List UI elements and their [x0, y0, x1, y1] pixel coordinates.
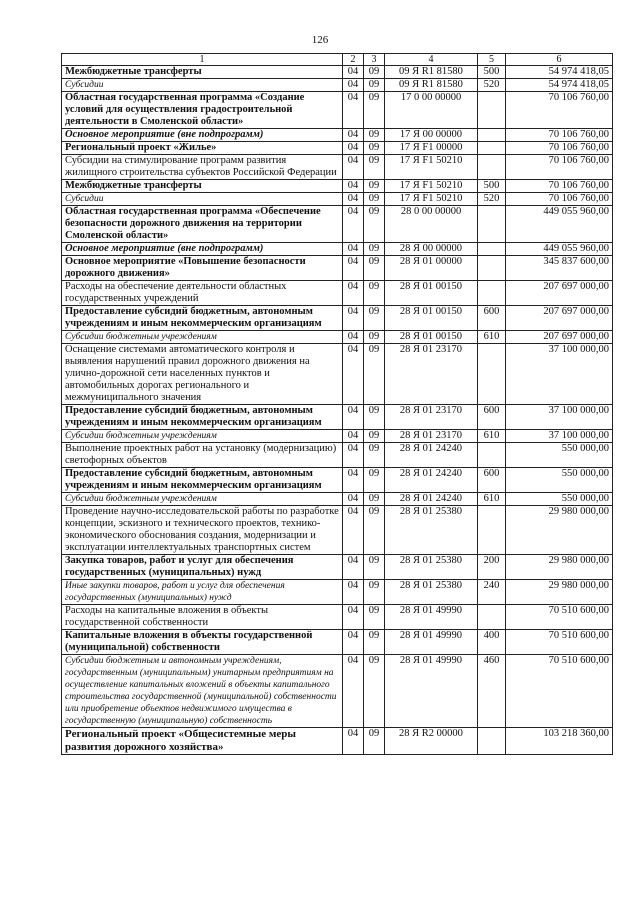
subsection-cell: 09: [364, 331, 385, 344]
row-name-cell: Субсидии: [62, 193, 343, 206]
subsection-cell: 09: [364, 306, 385, 331]
row-name-cell: Межбюджетные трансферты: [62, 180, 343, 193]
amount-cell: 449 055 960,00: [506, 206, 613, 243]
expense-type-cell: [478, 92, 506, 129]
target-article-cell: 28 Я 01 24240: [385, 493, 478, 506]
row-name-cell: Оснащение системами автоматического контроля и выявления нарушений правил дорожного движения на улично-дорожной сети населенных пунктов и автомобильных дорогах регионального и межмуниципального значения: [62, 344, 343, 405]
amount-cell: 29 980 000,00: [506, 555, 613, 580]
section-cell: 04: [343, 580, 364, 605]
target-article-cell: 28 Я 01 00150: [385, 306, 478, 331]
section-cell: 04: [343, 155, 364, 180]
amount-cell: 70 510 600,00: [506, 605, 613, 630]
section-cell: 04: [343, 281, 364, 306]
subsection-cell: 09: [364, 180, 385, 193]
expense-type-cell: 600: [478, 468, 506, 493]
expense-type-cell: 400: [478, 630, 506, 655]
row-name-cell: Субсидии бюджетным учреждениям: [62, 331, 343, 344]
amount-cell: 103 218 360,00: [506, 728, 613, 755]
table-row: [62, 580, 613, 605]
target-article-cell: 28 Я 01 25380: [385, 506, 478, 555]
subsection-cell: 09: [364, 506, 385, 555]
section-cell: 04: [343, 728, 364, 755]
section-cell: 04: [343, 506, 364, 555]
subsection-cell: 09: [364, 655, 385, 728]
column-header: 5: [478, 54, 506, 66]
row-name-cell: Субсидии бюджетным и автономным учреждениям, государственным (муниципальным) унитарным предприятиям на осуществление капитальных вложений в объекты капитального строительства государственной (муниципальной) собственности или приобретение объектов недвижимого имущества в государственную (муниципальную) собственность: [62, 655, 343, 728]
target-article-cell: 17 Я F1 50210: [385, 180, 478, 193]
row-name-cell: Субсидии бюджетным учреждениям: [62, 493, 343, 506]
section-cell: 04: [343, 142, 364, 155]
target-article-cell: 28 Я 01 49990: [385, 630, 478, 655]
budget-table: [61, 53, 613, 755]
section-cell: 04: [343, 655, 364, 728]
row-name-cell: Субсидии бюджетным учреждениям: [62, 430, 343, 443]
page-number: 126: [311, 34, 329, 46]
subsection-cell: 09: [364, 206, 385, 243]
table-row: [62, 605, 613, 630]
table-row: [62, 92, 613, 129]
row-name-cell: Предоставление субсидий бюджетным, автономным учреждениям и иным некоммерческим организациям: [62, 306, 343, 331]
row-name-cell: Областная государственная программа «Обеспечение безопасности дорожного движения на территории Смоленской области»: [62, 206, 343, 243]
expense-type-cell: [478, 129, 506, 142]
expense-type-cell: 610: [478, 430, 506, 443]
target-article-cell: 17 Я F1 50210: [385, 155, 478, 180]
table-row: [62, 344, 613, 405]
row-name-cell: Капитальные вложения в объекты государственной (муниципальной) собственности: [62, 630, 343, 655]
target-article-cell: 17 Я 00 00000: [385, 129, 478, 142]
subsection-cell: 09: [364, 605, 385, 630]
expense-type-cell: 610: [478, 493, 506, 506]
section-cell: 04: [343, 443, 364, 468]
amount-cell: 550 000,00: [506, 493, 613, 506]
table-row: [62, 79, 613, 92]
subsection-cell: 09: [364, 555, 385, 580]
expense-type-cell: 500: [478, 180, 506, 193]
amount-cell: 29 980 000,00: [506, 506, 613, 555]
row-name-cell: Предоставление субсидий бюджетным, автономным учреждениям и иным некоммерческим организациям: [62, 405, 343, 430]
section-cell: 04: [343, 493, 364, 506]
amount-cell: 37 100 000,00: [506, 344, 613, 405]
target-article-cell: 28 Я 01 24240: [385, 443, 478, 468]
table-row: [62, 256, 613, 281]
expense-type-cell: [478, 206, 506, 243]
subsection-cell: 09: [364, 728, 385, 755]
expense-type-cell: 200: [478, 555, 506, 580]
expense-type-cell: [478, 281, 506, 306]
expense-type-cell: [478, 605, 506, 630]
row-name-cell: Основное мероприятие «Повышение безопасности дорожного движения»: [62, 256, 343, 281]
table-row: [62, 331, 613, 344]
subsection-cell: 09: [364, 344, 385, 405]
target-article-cell: 17 Я F1 00000: [385, 142, 478, 155]
table-row: [62, 155, 613, 180]
amount-cell: 37 100 000,00: [506, 430, 613, 443]
table-row: [62, 129, 613, 142]
table-row: [62, 443, 613, 468]
amount-cell: 70 106 760,00: [506, 180, 613, 193]
table-row: [62, 728, 613, 755]
expense-type-cell: [478, 728, 506, 755]
target-article-cell: 09 Я R1 81580: [385, 79, 478, 92]
section-cell: 04: [343, 468, 364, 493]
subsection-cell: 09: [364, 430, 385, 443]
subsection-cell: 09: [364, 468, 385, 493]
section-cell: 04: [343, 630, 364, 655]
row-name-cell: Иные закупки товаров, работ и услуг для обеспечения государственных (муниципальных) нужд: [62, 580, 343, 605]
amount-cell: 70 510 600,00: [506, 630, 613, 655]
subsection-cell: 09: [364, 155, 385, 180]
amount-cell: 550 000,00: [506, 443, 613, 468]
expense-type-cell: [478, 243, 506, 256]
section-cell: 04: [343, 430, 364, 443]
row-name-cell: Областная государственная программа «Создание условий для осуществления градостроительной деятельности в Смоленской области»: [62, 92, 343, 129]
expense-type-cell: [478, 142, 506, 155]
target-article-cell: 17 Я F1 50210: [385, 193, 478, 206]
amount-cell: 345 837 600,00: [506, 256, 613, 281]
table-row: [62, 630, 613, 655]
amount-cell: 70 106 760,00: [506, 92, 613, 129]
table-row: [62, 306, 613, 331]
target-article-cell: 28 Я 01 24240: [385, 468, 478, 493]
expense-type-cell: 610: [478, 331, 506, 344]
target-article-cell: 28 Я R2 00000: [385, 728, 478, 755]
row-name-cell: Основное мероприятие (вне подпрограмм): [62, 243, 343, 256]
table-row: [62, 430, 613, 443]
amount-cell: 70 510 600,00: [506, 655, 613, 728]
target-article-cell: 28 0 00 00000: [385, 206, 478, 243]
table-row: [62, 506, 613, 555]
table-row: [62, 655, 613, 728]
expense-type-cell: 600: [478, 405, 506, 430]
expense-type-cell: [478, 443, 506, 468]
section-cell: 04: [343, 66, 364, 79]
expense-type-cell: [478, 344, 506, 405]
subsection-cell: 09: [364, 630, 385, 655]
subsection-cell: 09: [364, 66, 385, 79]
target-article-cell: 28 Я 01 00150: [385, 281, 478, 306]
section-cell: 04: [343, 243, 364, 256]
table-row: [62, 66, 613, 79]
subsection-cell: 09: [364, 281, 385, 306]
subsection-cell: 09: [364, 256, 385, 281]
row-name-cell: Субсидии: [62, 79, 343, 92]
amount-cell: 449 055 960,00: [506, 243, 613, 256]
expense-type-cell: 600: [478, 306, 506, 331]
column-header: 1: [62, 54, 343, 66]
table-row: [62, 281, 613, 306]
expense-type-cell: 520: [478, 193, 506, 206]
subsection-cell: 09: [364, 193, 385, 206]
target-article-cell: 28 Я 01 00150: [385, 331, 478, 344]
target-article-cell: 28 Я 01 00000: [385, 256, 478, 281]
section-cell: 04: [343, 79, 364, 92]
section-cell: 04: [343, 206, 364, 243]
column-header: 6: [506, 54, 613, 66]
column-header: 3: [364, 54, 385, 66]
subsection-cell: 09: [364, 443, 385, 468]
target-article-cell: 28 Я 01 49990: [385, 655, 478, 728]
section-cell: 04: [343, 405, 364, 430]
row-name-cell: Закупка товаров, работ и услуг для обеспечения государственных (муниципальных) нужд: [62, 555, 343, 580]
row-name-cell: Региональный проект «Жилье»: [62, 142, 343, 155]
target-article-cell: 28 Я 01 23170: [385, 405, 478, 430]
amount-cell: 207 697 000,00: [506, 281, 613, 306]
target-article-cell: 28 Я 01 49990: [385, 605, 478, 630]
amount-cell: 550 000,00: [506, 468, 613, 493]
row-name-cell: Выполнение проектных работ на установку (модернизацию) светофорных объектов: [62, 443, 343, 468]
target-article-cell: 17 0 00 00000: [385, 92, 478, 129]
table-row: [62, 405, 613, 430]
section-cell: 04: [343, 256, 364, 281]
target-article-cell: 28 Я 01 23170: [385, 430, 478, 443]
table-row: [62, 142, 613, 155]
subsection-cell: 09: [364, 92, 385, 129]
amount-cell: 37 100 000,00: [506, 405, 613, 430]
subsection-cell: 09: [364, 142, 385, 155]
section-cell: 04: [343, 331, 364, 344]
table-row: [62, 493, 613, 506]
column-header: 2: [343, 54, 364, 66]
amount-cell: 70 106 760,00: [506, 142, 613, 155]
target-article-cell: 28 Я 01 25380: [385, 555, 478, 580]
target-article-cell: 28 Я 01 25380: [385, 580, 478, 605]
subsection-cell: 09: [364, 129, 385, 142]
subsection-cell: 09: [364, 79, 385, 92]
row-name-cell: Расходы на обеспечение деятельности областных государственных учреждений: [62, 281, 343, 306]
amount-cell: 70 106 760,00: [506, 129, 613, 142]
section-cell: 04: [343, 555, 364, 580]
amount-cell: 207 697 000,00: [506, 306, 613, 331]
subsection-cell: 09: [364, 243, 385, 256]
section-cell: 04: [343, 605, 364, 630]
amount-cell: 54 974 418,05: [506, 79, 613, 92]
expense-type-cell: [478, 256, 506, 281]
target-article-cell: 28 Я 01 23170: [385, 344, 478, 405]
target-article-cell: 28 Я 00 00000: [385, 243, 478, 256]
row-name-cell: Межбюджетные трансферты: [62, 66, 343, 79]
section-cell: 04: [343, 92, 364, 129]
row-name-cell: Предоставление субсидий бюджетным, автономным учреждениям и иным некоммерческим организациям: [62, 468, 343, 493]
row-name-cell: Субсидии на стимулирование программ развития жилищного строительства субъектов Российской Федерации: [62, 155, 343, 180]
row-name-cell: Основное мероприятие (вне подпрограмм): [62, 129, 343, 142]
row-name-cell: Региональный проект «Общесистемные меры развития дорожного хозяйства»: [62, 728, 343, 755]
expense-type-cell: [478, 506, 506, 555]
amount-cell: 70 106 760,00: [506, 193, 613, 206]
subsection-cell: 09: [364, 493, 385, 506]
section-cell: 04: [343, 180, 364, 193]
table-row: [62, 555, 613, 580]
section-cell: 04: [343, 193, 364, 206]
amount-cell: 70 106 760,00: [506, 155, 613, 180]
row-name-cell: Расходы на капитальные вложения в объекты государственной собственности: [62, 605, 343, 630]
table-row: [62, 180, 613, 193]
table-header-row: [62, 54, 613, 66]
amount-cell: 207 697 000,00: [506, 331, 613, 344]
target-article-cell: 09 Я R1 81580: [385, 66, 478, 79]
column-header: 4: [385, 54, 478, 66]
expense-type-cell: 520: [478, 79, 506, 92]
row-name-cell: Проведение научно-исследовательской работы по разработке концепции, эскизного и технического проектов, технико-экономического обоснования создания, модернизации и эксплуатации интеллектуальных транспортных систем: [62, 506, 343, 555]
expense-type-cell: 240: [478, 580, 506, 605]
expense-type-cell: [478, 155, 506, 180]
subsection-cell: 09: [364, 405, 385, 430]
table-row: [62, 468, 613, 493]
table-row: [62, 206, 613, 243]
section-cell: 04: [343, 344, 364, 405]
table-row: [62, 193, 613, 206]
section-cell: 04: [343, 306, 364, 331]
amount-cell: 54 974 418,05: [506, 66, 613, 79]
subsection-cell: 09: [364, 580, 385, 605]
amount-cell: 29 980 000,00: [506, 580, 613, 605]
expense-type-cell: 500: [478, 66, 506, 79]
table-row: [62, 243, 613, 256]
expense-type-cell: 460: [478, 655, 506, 728]
section-cell: 04: [343, 129, 364, 142]
